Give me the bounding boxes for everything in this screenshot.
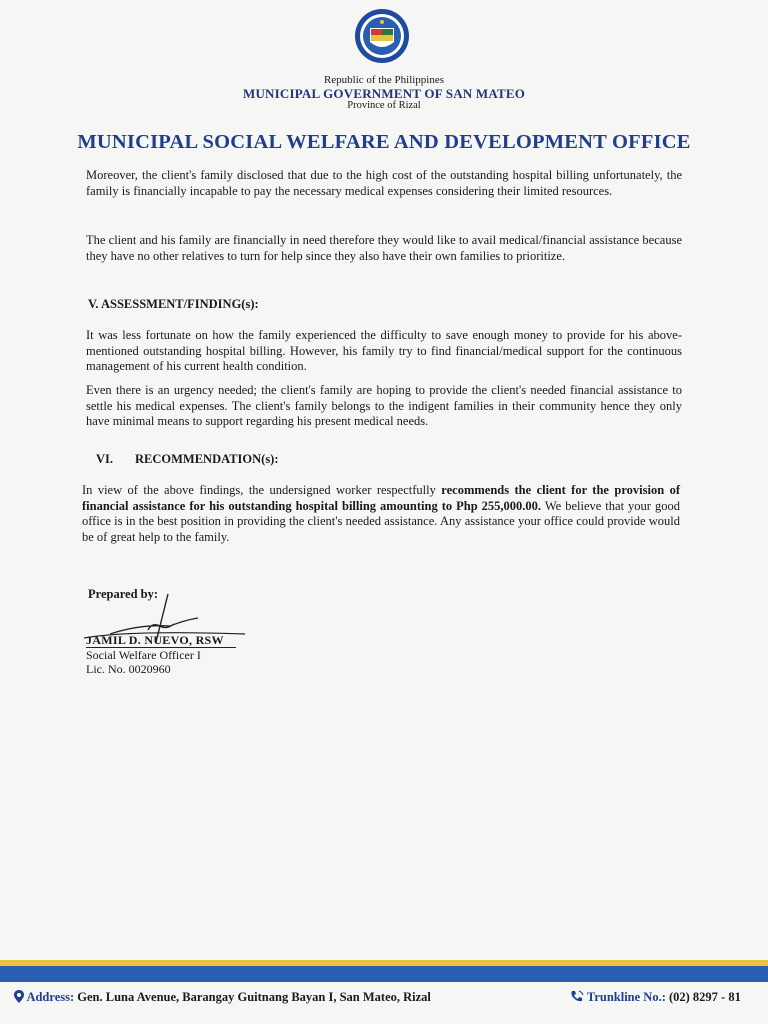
recommendation-text-bold: recommends the client for the provision of financial assistance for his outstanding hospital billing amounting to Php 255,000.00. [82, 483, 681, 513]
assessment-heading: V. ASSESSMENT/FINDING(s): [88, 297, 259, 311]
prepared-by-label: Prepared by: [88, 587, 159, 601]
signer-license: Lic. No. 0020960 [86, 662, 171, 676]
address-text: Gen. Luna Avenue, Barangay Guitnang Bayan I, San Mateo, Rizal [77, 990, 431, 1004]
address-label: Address: [26, 990, 75, 1004]
municipality-line: MUNICIPAL GOVERNMENT OF SAN MATEO [242, 86, 526, 101]
signer-position: Social Welfare Officer I [86, 648, 201, 662]
trunkline-number: (02) 8297 - 81 [668, 990, 741, 1004]
paragraph-assessment-2: Even there is an urgency needed; the client's family are hoping to provide the client's needed financial assistance to settle his medical expenses. The client's family belongs to the indigent families in their community hence they only have minimal means to support regarding his present medical needs. [86, 383, 682, 428]
footer-trunkline [570, 990, 741, 1005]
paragraph-financial-incapacity: Moreover, the client's family disclosed that due to the high cost of the outstanding hospital billing unfortunately, the family is financially incapable to pay the necessary medical expenses considering their limited resources. [86, 168, 682, 198]
paragraph-need-assistance: The client and his family are financially in need therefore they would like to avail medical/financial assistance because they have no other relatives to turn for help since they also have their own families to prioritize. [86, 233, 682, 263]
office-title: MUNICIPAL SOCIAL WELFARE AND DEVELOPMENT OFFICE [77, 131, 691, 153]
recommendation-heading: RECOMMENDATION(s): [135, 452, 279, 466]
paragraph-assessment-1: It was less fortunate on how the family experienced the difficulty to save enough money to provide for his above-mentioned outstanding hospital billing. However, his family try to find financial/medical support for the continuous management of his current health condition. [86, 328, 682, 373]
signer-name: JAMIL D. NUEVO, RSW [86, 633, 224, 647]
recommendation-text-start: In view of the above findings, the undersigned worker respectfully [82, 483, 442, 497]
map-pin-icon [14, 990, 24, 1003]
province-line: Province of Rizal [347, 100, 421, 111]
recommendation-number: VI. [96, 452, 114, 466]
footer-address [14, 990, 431, 1005]
municipal-seal-logo [354, 8, 410, 64]
trunkline-label: Trunkline No.: [586, 990, 666, 1004]
republic-line: Republic of the Philippines [323, 74, 445, 86]
phone-icon [570, 990, 584, 1003]
footer-bar-blue [0, 966, 768, 982]
paragraph-recommendation [82, 483, 680, 545]
recommendation-text-end: We believe that your good office is in the best position in providing the client's needed assistance. Any assistance your office could provide would be of great help to the family. [82, 498, 680, 544]
